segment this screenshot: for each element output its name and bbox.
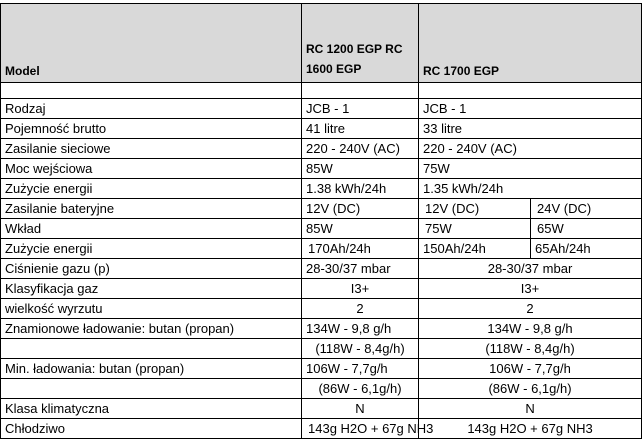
value-model-1: JCB - 1 <box>302 99 419 119</box>
blank-cell <box>302 83 419 99</box>
header-row <box>1 4 642 83</box>
table-row <box>1 419 642 439</box>
value-model-2b: 65Ah/24h <box>531 239 642 259</box>
table-row <box>1 259 642 279</box>
value-model-2: 2 <box>419 299 642 319</box>
table-row <box>1 319 642 339</box>
row-label: Pojemność brutto <box>1 119 302 139</box>
blank-cell <box>419 83 642 99</box>
value-model-2: JCB - 1 <box>419 99 642 119</box>
spec-table <box>0 3 642 439</box>
value-model-1: I3+ <box>302 279 419 299</box>
value-model-1: (86W - 6,1g/h) <box>302 379 419 399</box>
value-model-1: N <box>302 399 419 419</box>
value-model-2: I3+ <box>419 279 642 299</box>
table-row <box>1 159 642 179</box>
value-model-2: 28-30/37 mbar <box>419 259 642 279</box>
value-model-2a: 75W <box>419 219 531 239</box>
value-model-2: 134W - 9,8 g/h <box>419 319 642 339</box>
row-label <box>1 339 302 359</box>
row-label: Rodzaj <box>1 99 302 119</box>
value-model-2: 106W - 7,7g/h <box>419 359 642 379</box>
row-label: Zużycie energii <box>1 239 302 259</box>
value-model-1: 1.38 kWh/24h <box>302 179 419 199</box>
value-model-1: 143g H2O + 67g NH3 <box>302 419 419 439</box>
blank-row <box>1 83 642 99</box>
row-label: Min. ładowania: butan (propan) <box>1 359 302 379</box>
value-model-1: 170Ah/24h <box>302 239 419 259</box>
row-label: Moc wejściowa <box>1 159 302 179</box>
value-model-2b: 24V (DC) <box>531 199 642 219</box>
value-model-1: 2 <box>302 299 419 319</box>
table-row <box>1 279 642 299</box>
header-model: Model <box>1 4 302 83</box>
value-model-1: 28-30/37 mbar <box>302 259 419 279</box>
table-row <box>1 219 642 239</box>
value-model-1: 220 - 240V (AC) <box>302 139 419 159</box>
value-model-2: (118W - 8,4g/h) <box>419 339 642 359</box>
row-label: Chłodziwo <box>1 419 302 439</box>
row-label: Zasilanie bateryjne <box>1 199 302 219</box>
row-label: Znamionowe ładowanie: butan (propan) <box>1 319 302 339</box>
blank-cell <box>1 83 302 99</box>
value-model-2: 75W <box>419 159 642 179</box>
value-model-2: N <box>419 399 642 419</box>
value-model-2b: 65W <box>531 219 642 239</box>
row-label: Zużycie energii <box>1 179 302 199</box>
table-row <box>1 339 642 359</box>
value-model-1: 12V (DC) <box>302 199 419 219</box>
table-row <box>1 139 642 159</box>
value-model-2: 1.35 kWh/24h <box>419 179 642 199</box>
value-model-2a: 12V (DC) <box>419 199 531 219</box>
value-model-1: 134W - 9,8 g/h <box>302 319 419 339</box>
table-row <box>1 359 642 379</box>
table-row <box>1 399 642 419</box>
table-row <box>1 299 642 319</box>
header-model-2: RC 1700 EGP <box>419 4 642 83</box>
value-model-1: 85W <box>302 219 419 239</box>
row-label: Klasyfikacja gaz <box>1 279 302 299</box>
table-row <box>1 179 642 199</box>
value-model-1: 85W <box>302 159 419 179</box>
table-row <box>1 199 642 219</box>
value-model-2a: 150Ah/24h <box>419 239 531 259</box>
row-label: wielkość wyrzutu <box>1 299 302 319</box>
table-row <box>1 379 642 399</box>
row-label <box>1 379 302 399</box>
header-model-1: RC 1200 EGP RC 1600 EGP <box>302 4 419 83</box>
value-model-1: 41 litre <box>302 119 419 139</box>
value-model-1: 106W - 7,7g/h <box>302 359 419 379</box>
value-model-2: 143g H2O + 67g NH3 <box>419 419 642 439</box>
table-row <box>1 99 642 119</box>
row-label: Zasilanie sieciowe <box>1 139 302 159</box>
row-label: Ciśnienie gazu (p) <box>1 259 302 279</box>
row-label: Klasa klimatyczna <box>1 399 302 419</box>
value-model-2: 220 - 240V (AC) <box>419 139 642 159</box>
table-row <box>1 119 642 139</box>
value-model-2: 33 litre <box>419 119 642 139</box>
row-label: Wkład <box>1 219 302 239</box>
value-model-2: (86W - 6,1g/h) <box>419 379 642 399</box>
table-row <box>1 239 642 259</box>
value-model-1: (118W - 8,4g/h) <box>302 339 419 359</box>
